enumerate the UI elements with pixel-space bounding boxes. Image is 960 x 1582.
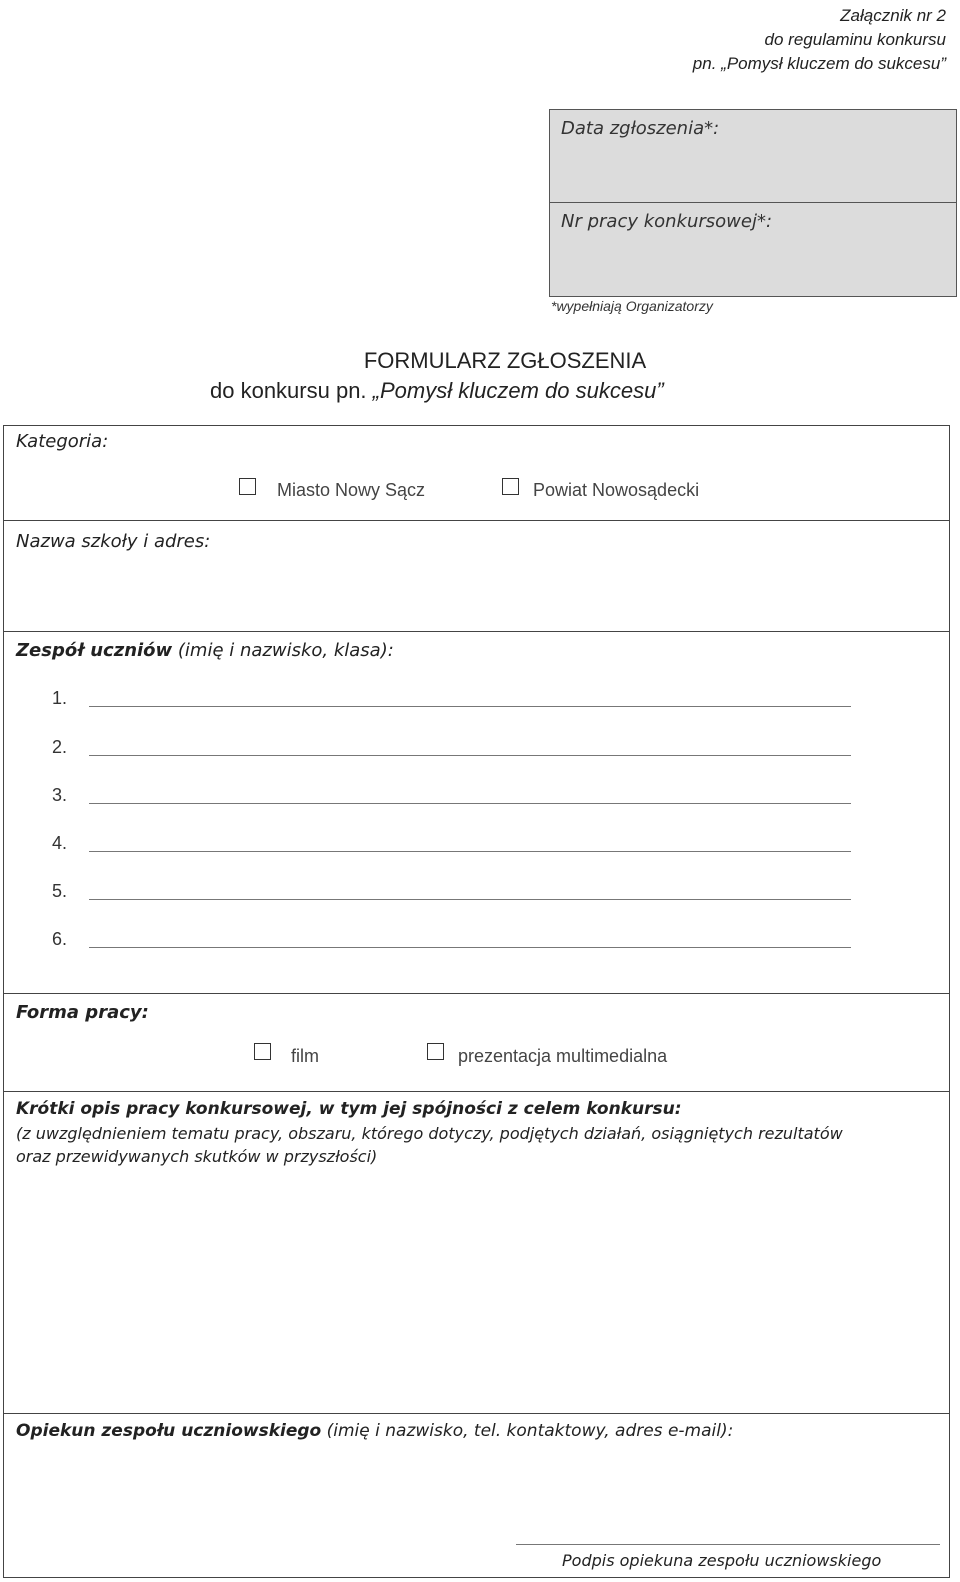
- divider: [3, 520, 950, 521]
- submission-date-field[interactable]: [550, 110, 956, 203]
- supervisor-label-rest: (imię i nazwisko, tel. kontaktowy, adres e-mail):: [321, 1421, 734, 1441]
- attachment-line-2: do regulaminu konkursu: [764, 30, 946, 49]
- work-form-film-label: film: [291, 1046, 319, 1066]
- work-form-presentation-label: prezentacja multimedialna: [458, 1046, 668, 1066]
- work-form-presentation-checkbox[interactable]: [427, 1043, 444, 1060]
- divider: [3, 1091, 950, 1092]
- organizer-note: *wypełniają Organizatorzy: [551, 298, 713, 314]
- divider: [3, 1413, 950, 1414]
- form-subtitle-prefix: do konkursu pn.: [210, 378, 373, 403]
- category-county-checkbox[interactable]: [502, 478, 519, 495]
- team-member-number-3: 3.: [52, 785, 68, 805]
- attachment-line-1: Załącznik nr 2: [840, 6, 946, 25]
- team-member-line-4[interactable]: [89, 851, 851, 852]
- supervisor-label-bold: Opiekun zespołu uczniowskiego: [16, 1421, 322, 1441]
- description-label: [16, 1099, 682, 1119]
- team-member-number-2: 2.: [52, 737, 68, 757]
- work-form-film-checkbox[interactable]: [254, 1043, 271, 1060]
- team-member-number-6: 6.: [52, 929, 68, 949]
- attachment-line-3: pn. „Pomysł kluczem do sukcesu”: [692, 54, 946, 73]
- team-label-bold: Zespół uczniów: [16, 640, 173, 661]
- category-label: Kategoria:: [16, 431, 109, 452]
- description-field[interactable]: [4, 1175, 948, 1410]
- school-label: Nazwa szkoły i adres:: [16, 531, 211, 552]
- team-label: [16, 640, 394, 661]
- work-form-label: [16, 1002, 149, 1023]
- category-city-checkbox[interactable]: [239, 478, 256, 495]
- category-city-label: Miasto Nowy Sącz: [277, 480, 426, 500]
- team-member-number-5: 5.: [52, 881, 68, 901]
- team-member-number-4: 4.: [52, 833, 68, 853]
- school-field[interactable]: [4, 545, 948, 630]
- divider: [3, 631, 950, 632]
- team-member-line-2[interactable]: [89, 755, 851, 756]
- work-number-field[interactable]: [550, 203, 956, 296]
- attachment-note: [693, 4, 946, 76]
- team-label-rest: (imię i nazwisko, klasa):: [172, 640, 394, 661]
- work-form-label-text: Forma pracy:: [16, 1002, 149, 1023]
- description-hint-line-2: oraz przewidywanych skutków w przyszłości): [16, 1147, 378, 1166]
- supervisor-label: [16, 1421, 733, 1441]
- form-subtitle: [210, 378, 664, 404]
- submission-date-label: Data zgłoszenia*:: [561, 118, 720, 139]
- organizer-box: [549, 109, 957, 297]
- team-member-number-1: 1.: [52, 688, 68, 708]
- supervisor-field[interactable]: [4, 1448, 948, 1538]
- signature-line[interactable]: [516, 1544, 940, 1545]
- signature-caption: Podpis opiekuna zespołu uczniowskiego: [562, 1551, 882, 1570]
- category-county-label: Powiat Nowosądecki: [533, 480, 700, 500]
- divider: [3, 993, 950, 994]
- contest-name: „Pomysł kluczem do sukcesu”: [372, 378, 664, 403]
- team-member-line-5[interactable]: [89, 899, 851, 900]
- description-label-text: Krótki opis pracy konkursowej, w tym jej spójności z celem konkursu:: [16, 1099, 682, 1119]
- work-number-label: Nr pracy konkursowej*:: [561, 211, 773, 232]
- team-member-line-6[interactable]: [89, 947, 851, 948]
- team-member-line-1[interactable]: [89, 706, 851, 707]
- form-title: FORMULARZ ZGŁOSZENIA: [363, 348, 647, 373]
- description-hint-line-1: (z uwzględnieniem tematu pracy, obszaru, którego dotyczy, podjętych działań, osiągniętych rezultatów: [16, 1124, 843, 1143]
- team-member-line-3[interactable]: [89, 803, 851, 804]
